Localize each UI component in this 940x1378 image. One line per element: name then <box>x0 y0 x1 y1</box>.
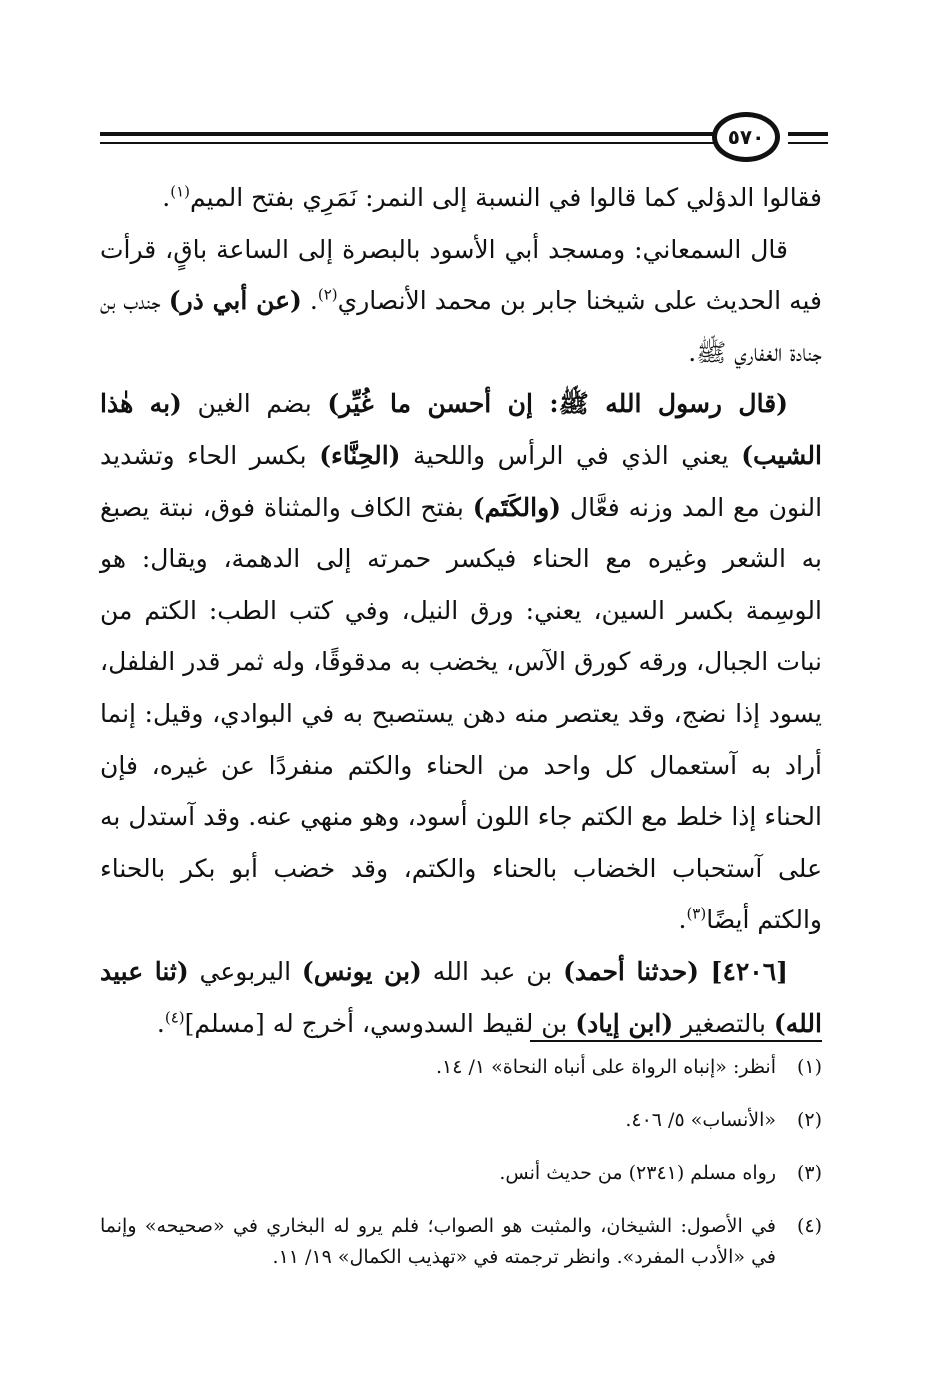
main-text <box>100 172 822 1049</box>
header-rule-thick <box>100 132 718 136</box>
footnote-number: (٢) <box>796 1109 822 1131</box>
footnote-ref-4[interactable]: (٤) <box>164 1008 185 1027</box>
footnote-4 <box>100 1211 822 1273</box>
paragraph-4-text-d: بن لقيط السدوسي، أخرج له [مسلم] <box>184 1008 576 1038</box>
paragraph-3-bold-4: (والكَتَم) <box>472 492 562 522</box>
footnote-divider <box>530 1040 822 1042</box>
paragraph-4 <box>100 946 822 1049</box>
footnote-text: أنظر: «إنباه الرواة على أنباه النحاة» ١/ ١٤. <box>436 1056 776 1078</box>
footnote-ref-1[interactable]: (١) <box>170 182 191 201</box>
footnote-number: (٣) <box>796 1162 822 1184</box>
paragraph-2-text-b: . <box>301 286 318 316</box>
paragraph-3-text-c: بكسر الحاء وتشديد النون مع المد وزنه فعَّال <box>100 440 823 522</box>
paragraph-4-bold-1: [٤٢٠٦] (حدثنا أحمد) <box>563 956 788 986</box>
paragraph-2-text-a: قال السمعاني: ومسجد أبي الأسود بالبصرة إلى الساعة باقٍ، قرأت فيه الحديث على شيخنا جابر بن محمد الأنصاري <box>100 234 822 316</box>
header-rule-thin-right <box>788 142 828 144</box>
paragraph-3-bold-3: (الحِنَّاء) <box>319 440 401 470</box>
paragraph-3-end: . <box>678 905 687 935</box>
paragraph-2-text-c: جندب بن جنادة الغفاري ﷺ. <box>100 286 822 367</box>
paragraph-3-text-b: يعني الذي في الرأس واللحية <box>400 440 742 470</box>
paragraph-4-bold-4: (ابن إياد) <box>575 1008 674 1038</box>
paragraph-3-text-a: بضم الغين <box>181 389 328 419</box>
footnote-text: رواه مسلم (٢٣٤١) من حديث أنس. <box>499 1162 776 1184</box>
page-number: ٥٧٠ <box>727 125 765 149</box>
paragraph-4-text-b: اليربوعي <box>188 956 302 986</box>
header-rule-thick-right <box>788 132 828 136</box>
paragraph-2 <box>100 224 822 379</box>
paragraph-4-end: . <box>156 1008 165 1038</box>
paragraph-1 <box>100 172 822 224</box>
paragraph-1-text: فقالوا الدؤلي كما قالوا في النسبة إلى النمر: نَمَرِي بفتح الميم <box>190 183 822 212</box>
paragraph-3-text-d: بفتح الكاف والمثناة فوق، نبتة يصبغ به الشعر وغيره مع الحناء فيكسر حمرته إلى الدهمة، ويقال: هو الوسِمة بكسر السين، يعني: ورق النيل، وفي كتب الطب: الكتم من نبات الجبال، ورقه كورق الآس، يخضب به مدقوقًا، وله ثمر قدر الفلفل، يسود إذا نضج، وقد يعتصر منه دهن يستصبح به في البوادي، وقيل: إنما أراد به آستعمال كل واحد من الحناء والكتم منفردًا عن غيره، فإن الحناء إذا خلط مع الكتم جاء اللون أسود، وهو منهي عنه. وقد آستدل به على آستحباب الخضاب بالحناء والكتم، وقد خضب أبو بكر بالحناء والكتم أيضًا <box>100 492 822 935</box>
footnote-text: في الأصول: الشيخان، والمثبت هو الصواب؛ فلم يرو له البخاري في «صحيحه» وإنما في «الأدب المفرد». وانظر ترجمته في «تهذيب الكمال» ١٩/ ١١. <box>100 1215 776 1268</box>
paragraph-4-text-c: بالتصغير <box>673 1008 774 1038</box>
paragraph-4-bold-3: (ثنا عبيد الله) <box>100 956 822 1038</box>
page-header <box>100 112 828 178</box>
footnotes <box>100 1052 822 1295</box>
footnote-number: (٤) <box>796 1215 822 1237</box>
paragraph-3 <box>100 378 822 946</box>
paragraph-1-end: . <box>162 183 171 212</box>
footnote-1 <box>100 1052 822 1083</box>
paragraph-2-bold: (عن أبي ذر) <box>168 286 302 316</box>
paragraph-4-bold-2: (بن يونس) <box>301 956 422 986</box>
paragraph-3-bold-1: (قال رسول الله ﷺ: إن أحسن ما غُيِّر) <box>327 389 788 419</box>
footnote-number: (١) <box>796 1056 822 1078</box>
header-rule-thin <box>100 142 718 144</box>
paragraph-3-bold-2: (به هٰذا الشيب) <box>100 389 822 470</box>
paragraph-4-text-a: بن عبد الله <box>421 956 564 986</box>
footnote-text: «الأنساب» ٥/ ٤٠٦. <box>625 1109 776 1131</box>
footnote-ref-2[interactable]: (٢) <box>317 285 338 304</box>
footnote-2 <box>100 1105 822 1136</box>
footnote-3 <box>100 1158 822 1189</box>
page-number-badge <box>712 112 780 162</box>
footnote-ref-3[interactable]: (٣) <box>686 904 707 923</box>
